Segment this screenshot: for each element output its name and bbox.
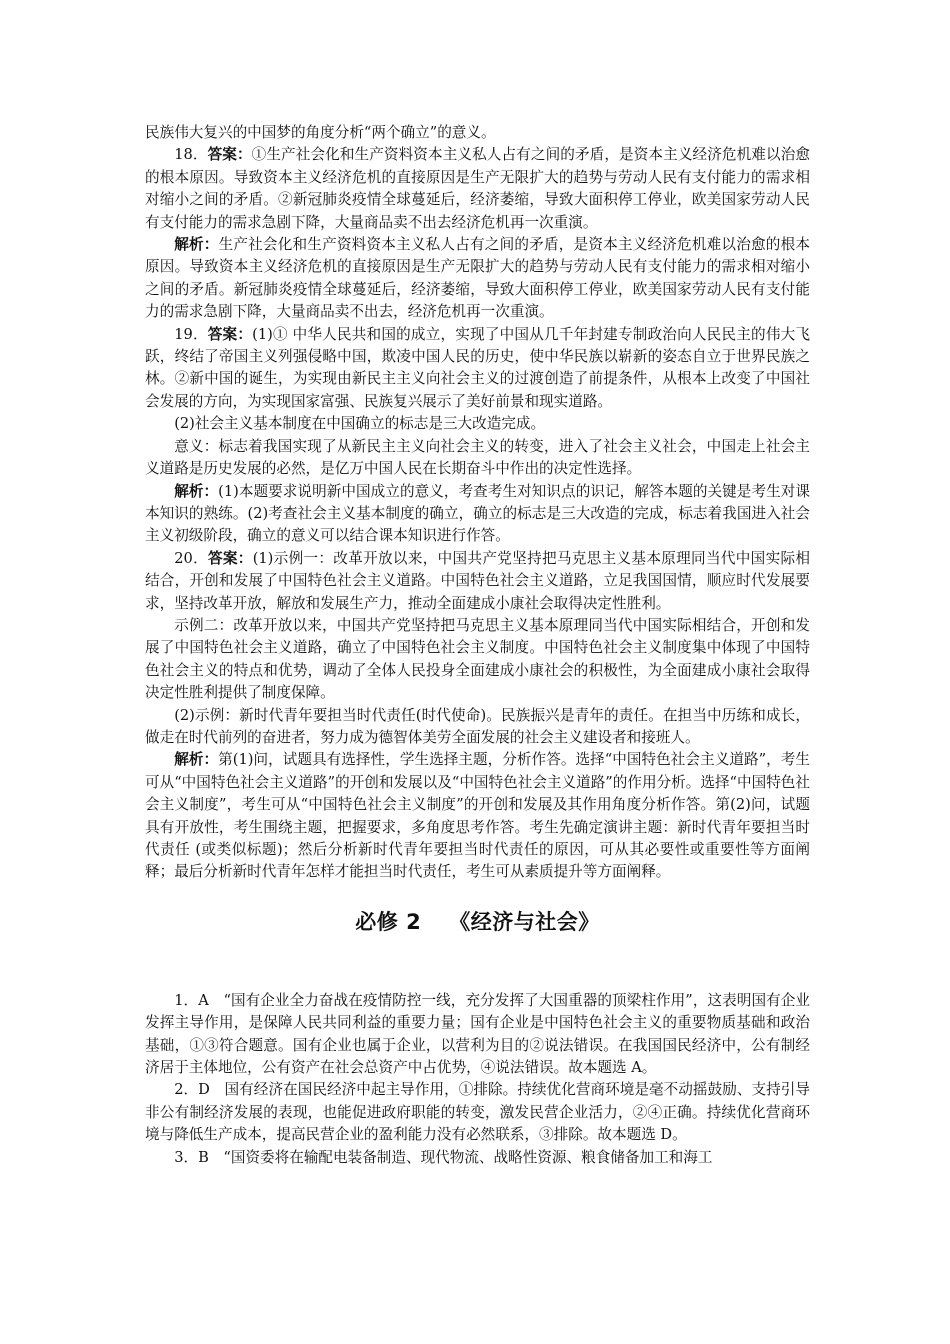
q20-analysis-text: 第(1)问，试题具有选择性，学生选择主题，分析作答。选择“中国特色社会主义道路”，考生可从“中国特色社会主义道路”的开创和发展以及“中国特色社会主义道路”的作用分析。选择“中国特色社会主义制度”，考生可从“中国特色社会主义制度”的开创和发展及其作用角度分析作答。第(2)问，试题具有开放性，考生围绕主题，把握要求，多角度思考作答。考生先确定演讲主题：新时代青年要担当时代责任 (或类似标题)；然后分析新时代青年要担当时代责任的原因，可从其必要性或重要性等方面阐释；最后分析新时代青年怎样才能担当时代责任，考生可从素质提升等方面阐释。	[145, 751, 810, 881]
q18-number: 18．	[174, 146, 208, 164]
q18-answer	[145, 144, 810, 234]
q19-answer-text-1: (1)① 中华人民共和国的成立，实现了中国从几千年封建专制政治向人民民主的伟大飞跃，终结了帝国主义列强侵略中国，欺凌中国人民的历史，使中华民族以崭新的姿态自立于世界民族之林。②新中国的诞生，为实现由新民主主义向社会主义的过渡创造了前提条件，从根本上改变了中国社会发展的方向，为实现国家富强、民族复兴展示了美好前景和现实道路。	[145, 325, 810, 410]
q20-answer-text-1: (1)示例一：改革开放以来，中国共产党坚持把马克思主义基本原理同当代中国实际相结合，开创和发展了中国特色社会主义道路。中国特色社会主义道路，立足我国国情，顺应时代发展要求，坚持改革开放，解放和发展生产力，推动全面建成小康社会取得决定性胜利。	[145, 549, 810, 612]
document-page	[145, 122, 810, 1169]
s2-question-3: 3．B “国资委将在输配电装备制造、现代物流、战略性资源、粮食储备加工和海工	[174, 1148, 713, 1166]
q20-answer	[145, 548, 810, 615]
q18-analysis	[145, 234, 810, 324]
paragraph-continuation: 民族伟大复兴的中国梦的角度分析“两个确立”的意义。	[145, 124, 496, 141]
section-title-part2: 《经济与社会》	[449, 909, 600, 934]
q19-number: 19．	[174, 325, 208, 343]
section-title	[145, 904, 810, 940]
q19-answer-label: 答案：	[207, 325, 253, 343]
q19-answer	[145, 324, 810, 414]
q20-analysis-label: 解析：	[174, 751, 219, 769]
q19-analysis	[145, 481, 810, 548]
q18-analysis-label: 解析：	[174, 236, 219, 254]
section-title-part1: 必修 2	[355, 909, 422, 934]
q18-answer-text: ①生产社会化和生产资料资本主义私人占有之间的矛盾，是资本主义经济危机难以治愈的根本原因。导致资本主义经济危机的直接原因是生产无限扩大的趋势与劳动人民有支付能力的需求相对缩小之间的矛盾。②新冠肺炎疫情全球蔓延后，经济萎缩，导致大面积停工停业，欧美国家劳动人民有支付能力的需求急剧下降，大量商品卖不出去经济危机再一次重演。	[145, 146, 810, 231]
q20-answer-3: (2)示例：新时代青年要担当时代责任(时代使命)。民族振兴是青年的责任。在担当中历练和成长，做走在时代前列的奋进者，努力成为德智体美劳全面发展的社会主义建设者和接班人。	[145, 706, 810, 746]
q20-number: 20．	[174, 549, 208, 567]
q20-analysis	[145, 749, 810, 883]
q19-analysis-label: 解析：	[174, 482, 219, 500]
q18-analysis-text: 生产社会化和生产资料资本主义私人占有之间的矛盾，是资本主义经济危机难以治愈的根本原因。导致资本主义经济危机的直接原因是生产无限扩大的趋势与劳动人民有支付能力的需求相对缩小之间的矛盾。新冠肺炎疫情全球蔓延后，经济萎缩，导致大面积停工停业，欧美国家劳动人民有支付能力的需求急剧下降，大量商品卖不出去，经济危机再一次重演。	[145, 236, 810, 321]
q20-answer-label: 答案：	[207, 549, 253, 567]
q19-answer-3: 意义：标志着我国实现了从新民主主义向社会主义的转变，进入了社会主义社会，中国走上社会主义道路是历史发展的必然，是亿万中国人民在长期奋斗中作出的决定性选择。	[145, 437, 810, 478]
q19-answer-2: (2)社会主义基本制度在中国确立的标志是三大改造完成。	[174, 415, 546, 433]
q20-answer-2: 示例二：改革开放以来，中国共产党坚持把马克思主义基本原理同当代中国实际相结合，开创和发展了中国特色社会主义道路，确立了中国特色社会主义制度。中国特色社会主义制度集中体现了中国特色社会主义的特点和优势，调动了全体人民投身全面建成小康社会的积极性，为全面建成小康社会取得决定性胜利提供了制度保障。	[145, 616, 810, 702]
s2-question-1: 1．A “国有企业全力奋战在疫情防控一线，充分发挥了大国重器的顶梁柱作用”，这表明国有企业发挥主导作用，是保障人民共同利益的重要力量；国有企业是中国特色社会主义的重要物质基础和政治基础，①③符合题意。国有企业也属于企业，以营利为目的②说法错误。在我国国民经济中，公有制经济居于主体地位，公有资产在社会总资产中占优势，④说法错误。故本题选 A。	[145, 991, 810, 1077]
q19-analysis-text: (1)本题要求说明新中国成立的意义，考查考生对知识点的识记，解答本题的关键是考生对课本知识的熟练。(2)考查社会主义基本制度的确立，确立的标志是三大改造的完成，标志着我国进入社会主义初级阶段，确立的意义可以结合课本知识进行作答。	[145, 482, 810, 545]
q18-answer-label: 答案：	[207, 146, 252, 164]
s2-question-2: 2．D 国有经济在国民经济中起主导作用，①排除。持续优化营商环境是毫不动摇鼓励、支持引导非公有制经济发展的表现，也能促进政府职能的转变，激发民营企业活力，②④正确。持续优化营商环境与降低生产成本，提高民营企业的盈利能力没有必然联系，③排除。故本题选 D。	[145, 1081, 810, 1144]
